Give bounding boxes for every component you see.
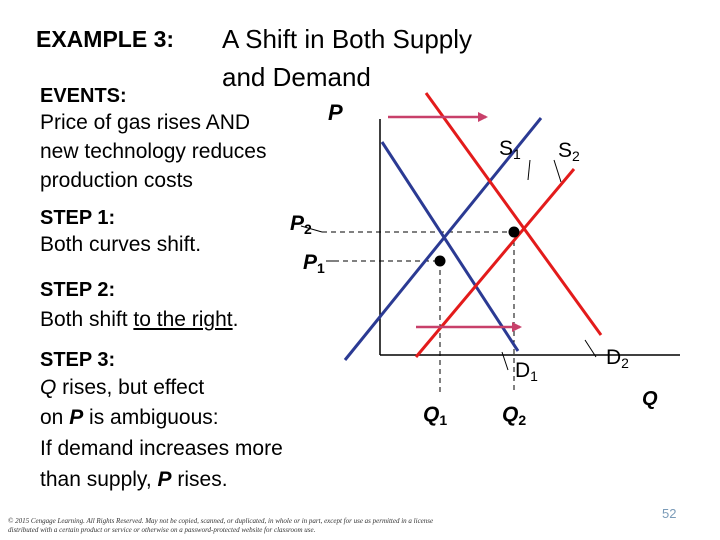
equilibrium-point-2 <box>509 227 520 238</box>
step3-line-3: If demand increases more <box>40 437 283 460</box>
s2-label: $S_2$ <box>558 139 580 164</box>
step3-line-1: Q rises, but effect <box>40 376 205 399</box>
d2-label: $D_2$ <box>606 346 629 371</box>
slide-title-prefix: EXAMPLE 3: <box>36 26 175 52</box>
page-number: 52 <box>662 506 677 521</box>
events-line-2: new technology reduces <box>40 140 267 163</box>
step2-text: Both shift to the right. <box>40 308 239 331</box>
p2-label: $P_2$ <box>290 212 312 237</box>
q1-label: $Q_1$ <box>423 403 448 428</box>
events-header: EVENTS: <box>40 85 127 107</box>
step2-header: STEP 2: <box>40 279 116 301</box>
slide-title-line1: A Shift in Both Supply <box>222 24 473 54</box>
step2-underlined: to the right <box>133 308 233 331</box>
slide-title-line2: and Demand <box>222 62 371 92</box>
events-line-1: Price of gas rises AND <box>40 111 251 134</box>
s1-leader <box>528 160 530 180</box>
guide-lines <box>322 232 514 392</box>
step3-line-2: on P is ambiguous: <box>40 406 219 429</box>
copyright-notice: © 2015 Cengage Learning. All Rights Reserved. May not be copied, scanned, or duplicated, in whole or in part, except for use as permitted in a license distributed with a certain product or service or otherwise on a password-protected website for classroom use. <box>8 517 434 534</box>
d1-label: $D_1$ <box>515 359 538 384</box>
q2-label: $Q_2$ <box>502 403 527 428</box>
step1-text: Both curves shift. <box>40 233 202 256</box>
s1-label: $S_1$ <box>499 137 521 162</box>
events-line-3: production costs <box>40 169 193 192</box>
p1-label: $P_1$ <box>303 251 325 276</box>
y-axis-label: P <box>328 100 343 125</box>
s2-leader <box>554 160 561 182</box>
step1-header: STEP 1: <box>40 207 116 229</box>
step3-line-4: than supply, P rises. <box>40 468 228 491</box>
x-axis-label: Q <box>642 388 658 410</box>
equilibrium-point-1 <box>435 256 446 267</box>
step3-header: STEP 3: <box>40 349 116 371</box>
